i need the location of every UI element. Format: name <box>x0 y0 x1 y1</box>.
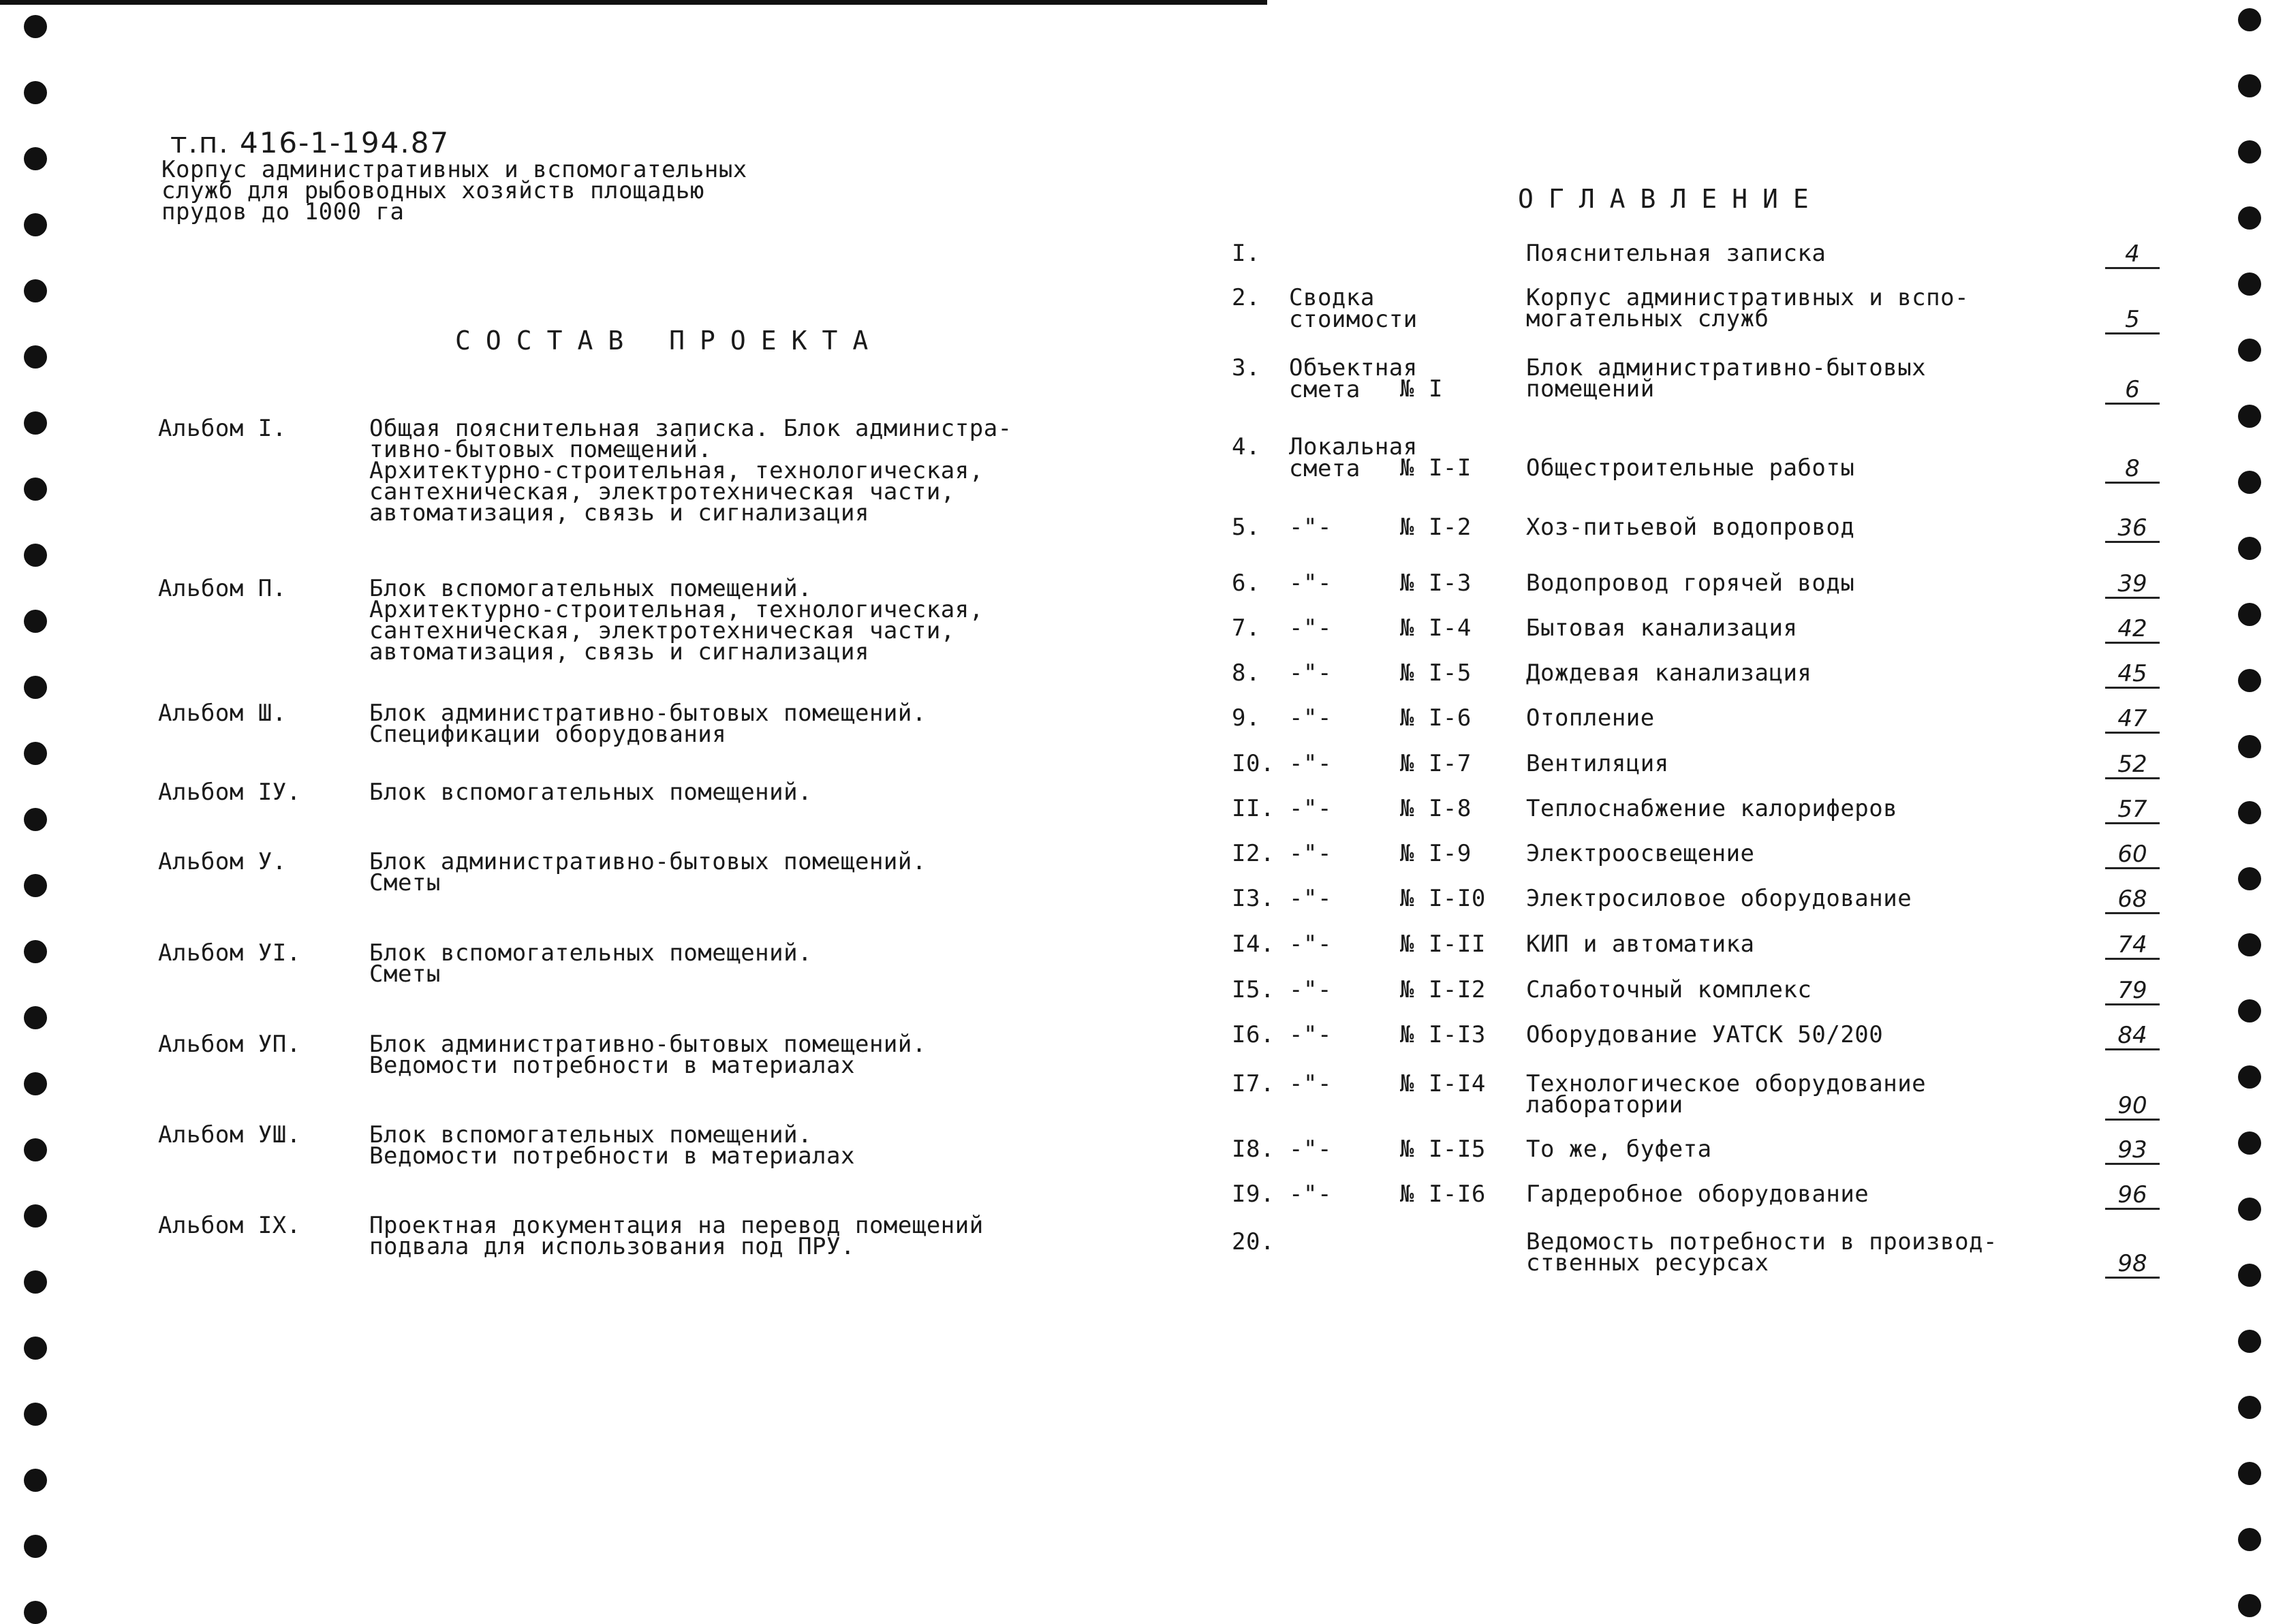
punch-hole <box>24 279 47 302</box>
toc-page-number: 84 <box>2105 1024 2160 1050</box>
punch-hole <box>2238 206 2261 230</box>
toc-number: 9. <box>1232 704 1260 732</box>
toc-title-line: Хоз-питьевой водопровод <box>1526 514 1855 541</box>
top-border <box>0 0 1267 5</box>
toc-title-line: То же, буфета <box>1526 1136 1712 1163</box>
punch-hole <box>24 1006 47 1029</box>
album-description-line: тивно-бытовых помещений. <box>369 436 713 463</box>
toc-estimate-code: № I-4 <box>1400 614 1472 642</box>
toc-title-line: Корпус административных и вспо- <box>1526 284 1970 311</box>
punch-hole <box>2238 8 2261 31</box>
toc-doc-type: -"- <box>1289 1181 1332 1208</box>
toc-page-number: 90 <box>2105 1094 2160 1121</box>
toc-title-line: Дождевая канализация <box>1526 659 1812 687</box>
punch-hole <box>24 81 47 104</box>
toc-number: 5. <box>1232 514 1260 541</box>
album-description-line: Блок вспомогательных помещений. <box>369 575 813 602</box>
toc-estimate-code: № I-8 <box>1400 795 1472 822</box>
toc-page-number: 42 <box>2105 617 2160 644</box>
toc-number: 8. <box>1232 659 1260 687</box>
album-description-line: Блок административно-бытовых помещений. <box>369 700 927 727</box>
toc-doc-type: -"- <box>1289 1070 1332 1097</box>
project-code: т.п. 416-1-194.87 <box>170 126 450 159</box>
toc-title-line: Электроосвещение <box>1526 840 1755 867</box>
album-description-line: Архитектурно-строительная, технологическая, <box>369 457 984 484</box>
toc-estimate-code: № I-I5 <box>1400 1136 1486 1163</box>
toc-estimate-code: № I-3 <box>1400 569 1472 597</box>
punch-holes-left <box>24 0 51 1620</box>
toc-page-number: 8 <box>2105 457 2160 484</box>
toc-doc-type: -"- <box>1289 614 1332 642</box>
toc-title-line: Теплоснабжение калориферов <box>1526 795 1898 822</box>
toc-number: 20. <box>1232 1228 1275 1255</box>
album-label: Альбом I. <box>158 415 287 442</box>
punch-hole <box>2238 1396 2261 1419</box>
toc-number: I0. <box>1232 750 1275 777</box>
toc-doc-type: Сводка стоимости <box>1289 284 1418 333</box>
toc-title-line: Блок административно-бытовых <box>1526 354 1927 381</box>
toc-doc-type: -"- <box>1289 840 1332 867</box>
toc-title-line: КИП и автоматика <box>1526 931 1755 958</box>
punch-hole <box>24 345 47 369</box>
toc-estimate-code: № I-2 <box>1400 514 1472 541</box>
toc-doc-type: -"- <box>1289 1021 1332 1048</box>
album-description-line: автоматизация, связь и сигнализация <box>369 638 869 666</box>
punch-hole <box>2238 1065 2261 1089</box>
album-label: Альбом У. <box>158 848 287 875</box>
toc-number: 6. <box>1232 569 1260 597</box>
punch-hole <box>2238 74 2261 97</box>
toc-title-line: Общестроительные работы <box>1526 454 1855 482</box>
album-description-line: Сметы <box>369 869 441 896</box>
toc-doc-type: -"- <box>1289 704 1332 732</box>
punch-hole <box>24 1535 47 1558</box>
toc-page-number: 98 <box>2105 1252 2160 1279</box>
punch-hole <box>2238 272 2261 296</box>
toc-number: I6. <box>1232 1021 1275 1048</box>
toc-number: II. <box>1232 795 1275 822</box>
toc-page-number: 74 <box>2105 933 2160 960</box>
punch-hole <box>2238 1264 2261 1287</box>
toc-number: I5. <box>1232 976 1275 1003</box>
toc-number: 2. <box>1232 284 1260 311</box>
punch-hole <box>2238 669 2261 692</box>
album-label: Альбом Ш. <box>158 700 287 727</box>
toc-page-number: 36 <box>2105 516 2160 543</box>
toc-number: 3. <box>1232 354 1260 381</box>
toc-page-number: 5 <box>2105 308 2160 334</box>
toc-page-number: 57 <box>2105 798 2160 824</box>
punch-hole <box>2238 867 2261 890</box>
toc-number: 7. <box>1232 614 1260 642</box>
punch-hole <box>24 213 47 236</box>
punch-hole <box>24 147 47 170</box>
toc-page-number: 68 <box>2105 888 2160 914</box>
toc-estimate-code: № I-I4 <box>1400 1070 1486 1097</box>
toc-page-number: 6 <box>2105 378 2160 405</box>
toc-page-number: 96 <box>2105 1183 2160 1210</box>
toc-doc-type: -"- <box>1289 659 1332 687</box>
toc-title-line: могательных служб <box>1526 305 1769 332</box>
album-label: Альбом IУ. <box>158 779 301 806</box>
album-description-line: Проектная документация на перевод помещений <box>369 1212 984 1239</box>
toc-number: I7. <box>1232 1070 1275 1097</box>
toc-page-number: 39 <box>2105 572 2160 599</box>
punch-hole <box>2238 537 2261 560</box>
album-description-line: Ведомости потребности в материалах <box>369 1142 855 1170</box>
toc-doc-type: -"- <box>1289 750 1332 777</box>
toc-doc-type: -"- <box>1289 569 1332 597</box>
toc-estimate-code: № I-7 <box>1400 750 1472 777</box>
toc-page-number: 47 <box>2105 707 2160 734</box>
punch-hole <box>24 808 47 831</box>
punch-hole <box>2238 1198 2261 1221</box>
punch-hole <box>2238 471 2261 494</box>
punch-hole <box>24 478 47 501</box>
punch-hole <box>24 1204 47 1228</box>
toc-title-line: помещений <box>1526 375 1655 403</box>
toc-estimate-code: № I-I6 <box>1400 1181 1486 1208</box>
toc-page-number: 52 <box>2105 753 2160 779</box>
punch-holes-right <box>2238 0 2265 1620</box>
punch-hole <box>24 15 47 38</box>
punch-hole <box>2238 140 2261 163</box>
album-description-line: Общая пояснительная записка. Блок администра- <box>369 415 1012 442</box>
toc-title-line: Технологическое оборудование <box>1526 1070 1927 1097</box>
punch-hole <box>24 1403 47 1426</box>
punch-hole <box>2238 603 2261 626</box>
header-line: Корпус административных и вспомогательных <box>161 156 747 183</box>
punch-hole <box>2238 405 2261 428</box>
toc-title: ОГЛАВЛЕНИЕ <box>1518 184 1824 214</box>
toc-page-number: 93 <box>2105 1138 2160 1165</box>
album-description-line: Спецификации оборудования <box>369 721 727 748</box>
punch-hole <box>24 411 47 435</box>
toc-number: 4. <box>1232 433 1260 460</box>
punch-hole <box>2238 1330 2261 1353</box>
toc-estimate-code: № I-I3 <box>1400 1021 1486 1048</box>
toc-doc-type: -"- <box>1289 1136 1332 1163</box>
toc-title-line: Ведомость потребности в производ- <box>1526 1228 1998 1255</box>
punch-hole <box>2238 735 2261 758</box>
album-description-line: Ведомости потребности в материалах <box>369 1052 855 1079</box>
toc-title-line: Оборудование УАТСК 50/200 <box>1526 1021 1884 1048</box>
toc-number: I3. <box>1232 885 1275 912</box>
toc-estimate-code: № I-II <box>1400 931 1486 958</box>
toc-page-number: 79 <box>2105 979 2160 1005</box>
toc-doc-type: -"- <box>1289 795 1332 822</box>
punch-hole <box>24 1138 47 1161</box>
toc-doc-type: -"- <box>1289 931 1332 958</box>
punch-hole <box>24 1337 47 1360</box>
toc-title-line: ственных ресурсах <box>1526 1249 1769 1277</box>
header-line: прудов до 1000 га <box>161 198 405 225</box>
header-line: служб для рыбоводных хозяйств площадью <box>161 177 704 204</box>
toc-doc-type: Объектная смета <box>1289 354 1418 403</box>
punch-hole <box>2238 1528 2261 1551</box>
punch-hole <box>24 874 47 897</box>
toc-title-line: Слаботочный комплекс <box>1526 976 1812 1003</box>
album-label: Альбом IX. <box>158 1212 301 1239</box>
toc-title-line: Пояснительная записка <box>1526 240 1827 267</box>
toc-title-line: Бытовая канализация <box>1526 614 1798 642</box>
punch-hole <box>24 1072 47 1095</box>
punch-hole <box>2238 1594 2261 1617</box>
album-description-line: сантехническая, электротехническая части, <box>369 478 955 505</box>
album-description-line: подвала для использования под ПРУ. <box>369 1233 855 1260</box>
punch-hole <box>2238 1462 2261 1485</box>
album-label: Альбом П. <box>158 575 287 602</box>
toc-estimate-code: № I-I2 <box>1400 976 1486 1003</box>
album-description-line: Сметы <box>369 961 441 988</box>
toc-estimate-code: № I-I <box>1400 454 1472 482</box>
toc-number: I4. <box>1232 931 1275 958</box>
punch-hole <box>24 610 47 633</box>
punch-hole <box>24 1601 47 1624</box>
toc-doc-type: -"- <box>1289 885 1332 912</box>
punch-hole <box>2238 339 2261 362</box>
punch-hole <box>2238 1131 2261 1155</box>
toc-doc-type: Локальная смета <box>1289 433 1418 482</box>
toc-estimate-code: № I-9 <box>1400 840 1472 867</box>
punch-hole <box>2238 933 2261 956</box>
album-description-line: Архитектурно-строительная, технологическая, <box>369 596 984 623</box>
album-description-line: Блок административно-бытовых помещений. <box>369 1031 927 1058</box>
toc-doc-type: -"- <box>1289 976 1332 1003</box>
punch-hole <box>24 1469 47 1492</box>
toc-title-line: Электросиловое оборудование <box>1526 885 1912 912</box>
album-label: Альбом УШ. <box>158 1121 301 1149</box>
punch-hole <box>24 1270 47 1294</box>
toc-doc-type: -"- <box>1289 514 1332 541</box>
album-description-line: Блок административно-бытовых помещений. <box>369 848 927 875</box>
album-description-line: Блок вспомогательных помещений. <box>369 1121 813 1149</box>
album-description-line: автоматизация, связь и сигнализация <box>369 499 869 527</box>
toc-estimate-code: № I-6 <box>1400 704 1472 732</box>
composition-title: СОСТАВ ПРОЕКТА <box>455 326 884 356</box>
toc-title-line: Гардеробное оборудование <box>1526 1181 1869 1208</box>
toc-title-line: лаборатории <box>1526 1091 1683 1119</box>
toc-title-line: Водопровод горячей воды <box>1526 569 1855 597</box>
toc-page-number: 4 <box>2105 243 2160 269</box>
toc-number: I9. <box>1232 1181 1275 1208</box>
album-label: Альбом УП. <box>158 1031 301 1058</box>
toc-number: I2. <box>1232 840 1275 867</box>
album-description-line: сантехническая, электротехническая части, <box>369 617 955 644</box>
punch-hole <box>24 742 47 765</box>
punch-hole <box>2238 801 2261 824</box>
punch-hole <box>24 940 47 963</box>
toc-number: I. <box>1232 240 1260 267</box>
punch-hole <box>24 676 47 699</box>
toc-number: I8. <box>1232 1136 1275 1163</box>
toc-title-line: Отопление <box>1526 704 1655 732</box>
toc-estimate-code: № I <box>1400 375 1443 403</box>
toc-estimate-code: № I-5 <box>1400 659 1472 687</box>
album-description-line: Блок вспомогательных помещений. <box>369 779 813 806</box>
album-label: Альбом УI. <box>158 939 301 967</box>
toc-page-number: 45 <box>2105 662 2160 689</box>
toc-estimate-code: № I-I0 <box>1400 885 1486 912</box>
punch-hole <box>2238 999 2261 1022</box>
toc-title-line: Вентиляция <box>1526 750 1669 777</box>
toc-page-number: 60 <box>2105 843 2160 869</box>
album-description-line: Блок вспомогательных помещений. <box>369 939 813 967</box>
punch-hole <box>24 544 47 567</box>
